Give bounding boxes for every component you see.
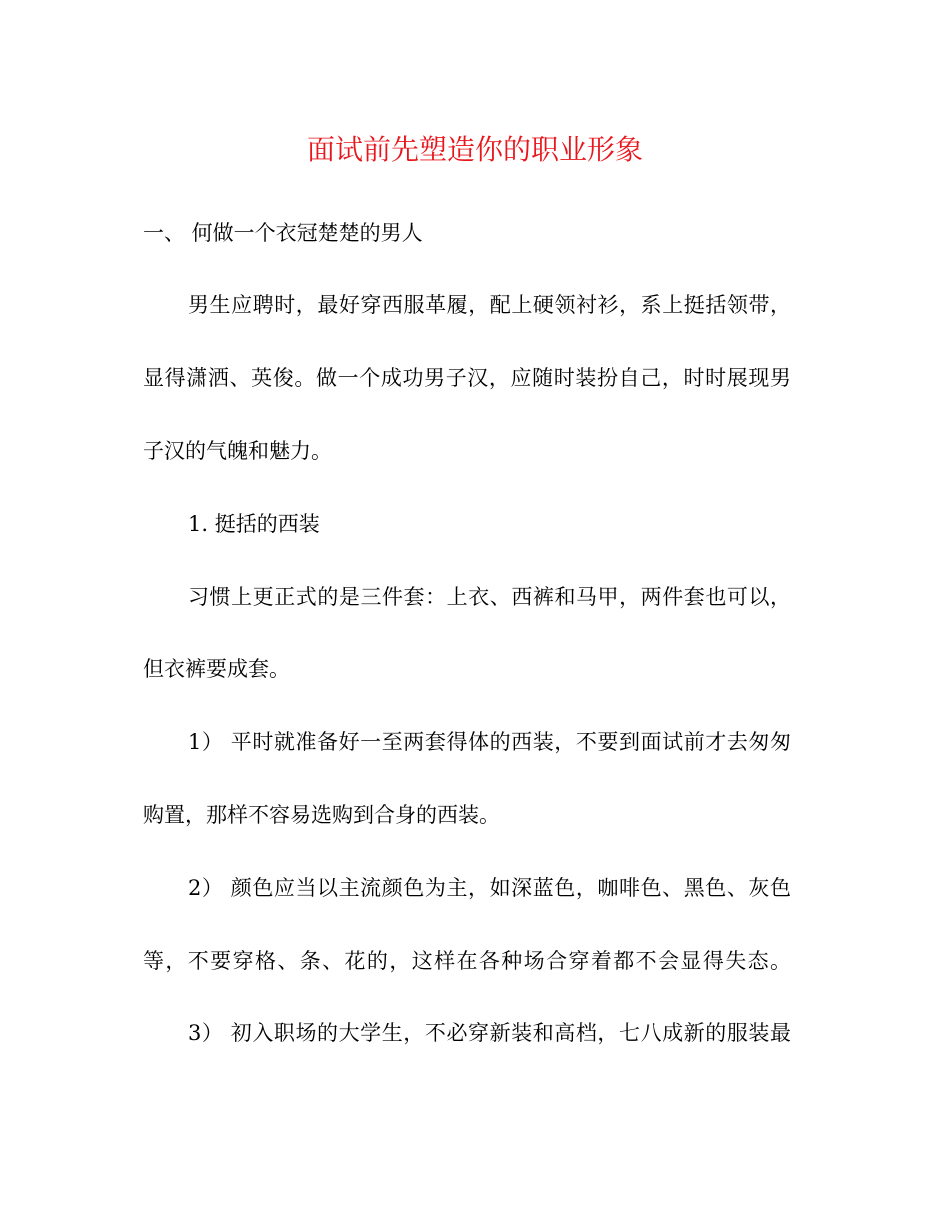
list-item-line: 1） 平时就准备好一至两套得体的西装，不要到面试前才去匆匆 xyxy=(188,730,791,754)
section-heading: 一、 何做一个衣冠楚楚的男人 xyxy=(143,221,423,245)
list-item-line: 购置，那样不容易选购到合身的西装。 xyxy=(143,803,500,827)
list-item-line: 2） 颜色应当以主流颜色为主，如深蓝色，咖啡色、黑色、灰色 xyxy=(188,876,791,900)
document-title: 面试前先塑造你的职业形象 xyxy=(306,133,643,166)
paragraph-line: 子汉的气魄和魅力。 xyxy=(143,439,332,463)
paragraph-line: 但衣裤要成套。 xyxy=(143,657,290,681)
paragraph-line: 习惯上更正式的是三件套：上衣、西裤和马甲，两件套也可以， xyxy=(188,585,791,609)
subsection-heading: 1. 挺括的西装 xyxy=(188,512,320,536)
list-item-line: 等，不要穿格、条、花的，这样在各种场合穿着都不会显得失态。 xyxy=(143,949,791,973)
paragraph-line: 显得潇洒、英俊。做一个成功男子汉，应随时装扮自己，时时展现男 xyxy=(143,366,791,390)
paragraph-line: 男生应聘时，最好穿西服革履，配上硬领衬衫，系上挺括领带， xyxy=(188,293,791,317)
list-item-line: 3） 初入职场的大学生，不必穿新装和高档，七八成新的服装最 xyxy=(188,1021,791,1045)
